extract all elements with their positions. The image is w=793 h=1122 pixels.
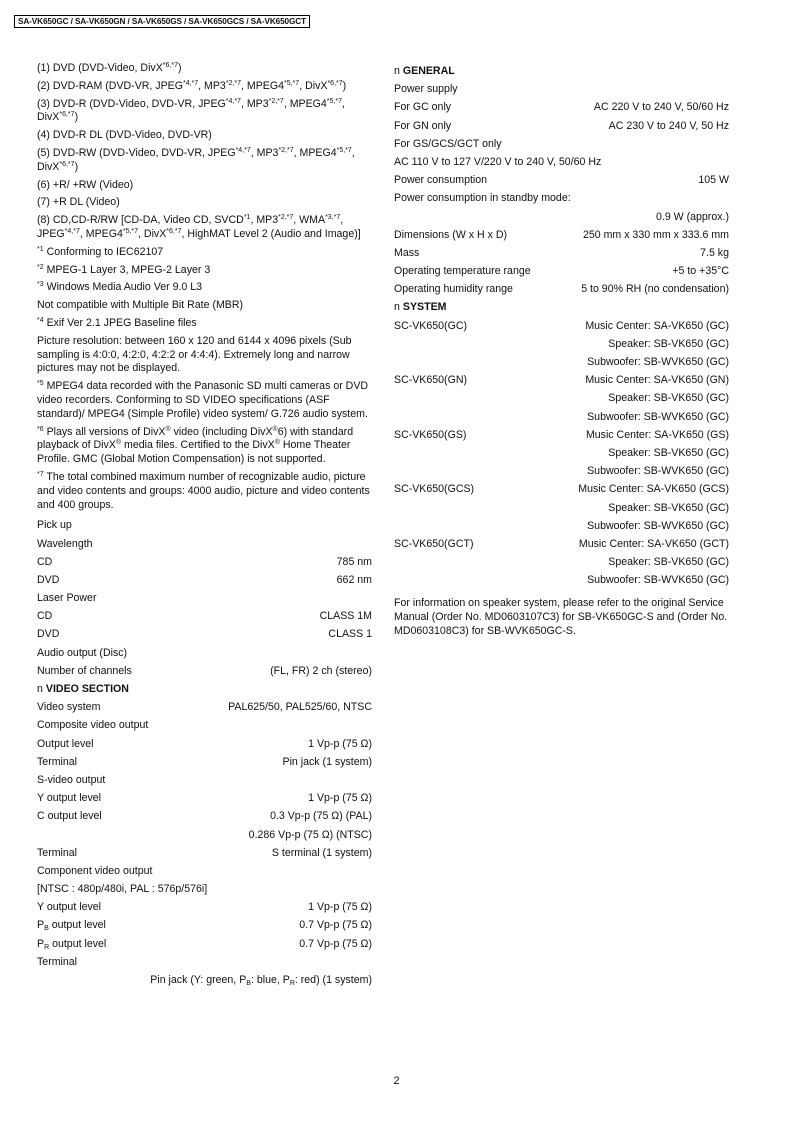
superscript: *4,*7 [235,146,251,154]
disc-text: , MP3 [250,214,279,227]
spec-label: DVD [37,628,60,641]
disc-text: , DivX [37,97,345,124]
system-row [394,480,729,498]
system-model: SC-VK650(GS) [394,428,467,441]
spec-row [394,226,729,244]
spec-row [394,244,729,262]
pb-output-row: $P_B$ output level 0.7 Vp-p (75 Ω) [37,919,372,933]
disc-text: , DivX [299,79,328,92]
spec-row [394,117,729,135]
spec-label: CD [37,555,53,568]
footnote-text: Exif Ver 2.1 JPEG Baseline files [43,316,197,329]
system-list [394,317,729,590]
footnote [37,335,372,376]
system-row [394,371,729,389]
footnote-divx [37,426,372,467]
footnote-text: Windows Media Audio Ver 9.0 L3 [43,281,203,294]
spec-row [37,516,372,534]
spec-row [394,189,729,207]
system-heading: n SYSTEM [394,301,447,314]
system-model: SC-VK650(GC) [394,319,467,332]
superscript: *2,*7 [278,146,294,154]
spec-row [394,171,729,189]
footnote [37,380,372,421]
footnote-marker: *5 [37,380,44,388]
superscript: *4,*7 [225,97,241,105]
footnote-text: 6) with standard playback of DivX [37,425,354,452]
subwoofer: Subwoofer: SB-WVK650 (GC) [587,356,729,368]
speaker: Speaker: SB-VK650 (GC) [608,556,729,569]
spec-label: [NTSC : 480p/480i, PAL : 576p/576i] [37,883,208,896]
spec-label: Composite video output [37,719,149,732]
spec-label: Terminal [37,846,78,859]
spec-label: For GC only [394,101,452,114]
spec-row [37,880,372,898]
footnote-text: Plays all versions of DivX [43,425,166,438]
spec-label: Number of channels [37,664,132,677]
spec-label: Pick up [37,519,72,532]
spec-label: Terminal [37,755,78,768]
music-center: Music Center: SA-VK650 (GC) [585,319,729,332]
spec-label: Audio output (Disc) [37,646,128,659]
disc-text: , HighMAT Level 2 (Audio and Image)] [181,227,361,240]
footnote-total [37,471,372,512]
footnote [37,246,372,260]
spec-row [37,826,372,844]
system-model: SC-VK650(GCS) [394,483,475,496]
disc-text: (5) DVD-RW (DVD-Video, DVD-VR, JPEG [37,146,236,159]
footnote-marker: *3 [37,281,44,289]
spec-value: +5 to +35°C [672,265,729,278]
spec-label: Y output level [37,792,102,805]
disc-item [37,196,372,210]
spec-value: 250 mm x 330 mm x 333.6 mm [582,228,729,241]
disc-text: , DivX [138,227,167,240]
disc-text: , MPEG4 [293,146,337,159]
disc-text: , WMA [293,214,326,227]
disc-text: (8) CD,CD-R/RW [CD-DA, Video CD, SVCD [37,214,244,227]
superscript: *6,*7 [59,111,75,119]
spec-row [37,644,372,662]
disc-text: , MPEG4 [241,79,284,92]
disc-text: (3) DVD-R (DVD-Video, DVD-VR, JPEG [37,97,226,110]
spec-label: For GN only [394,119,452,132]
disc-text: ) [74,160,79,173]
superscript: *3,*7 [325,214,341,222]
superscript: *4,*7 [64,227,80,235]
spec-row [37,571,372,589]
subwoofer: Subwoofer: SB-WVK650 (GC) [587,465,729,478]
disc-item [37,147,372,175]
disc-text: , DivX [37,146,355,173]
spec-label: Mass [394,246,420,259]
disc-text: , JPEG [37,214,344,240]
disc-text: (1) DVD (DVD-Video, DivX [37,62,163,74]
superscript: ® [115,439,122,447]
system-model: SC-VK650(GCT) [394,537,474,550]
spec-row [37,807,372,825]
speaker-info: For information on speaker system, please refer to the original Service Manual (Order No. MD0603107C3) for SB-VK650GC-S and (Order No. MD0603108C3) for SB-WVK650GC-S. [394,597,728,638]
footnote-marker: *4 [37,316,44,324]
spec-row [37,898,372,916]
standby-value: 0.9 W (approx.) [655,210,729,223]
system-row [394,535,729,553]
superscript: *2,*7 [268,97,284,105]
spec-value: 0.3 Vp-p (75 Ω) (PAL) [270,810,372,823]
disc-item [37,179,372,193]
spec-row [394,262,729,280]
spec-row [37,844,372,862]
spec-label: Power consumption in standby mode: [394,192,571,205]
system-row [394,426,729,444]
superscript: *1 [243,214,251,222]
spec-value: 1 Vp-p (75 Ω) [308,737,372,750]
speaker: Speaker: SB-VK650 (GC) [608,392,729,405]
system-model: SC-VK650(GN) [394,374,467,387]
spec-row [394,135,729,153]
disc-item [37,80,372,94]
subwoofer: Subwoofer: SB-WVK650 (GC) [587,410,729,423]
spec-label: Y output level [37,901,102,914]
superscript: *2,*7 [225,79,242,87]
spec-label: Dimensions (W x H x D) [394,228,508,241]
disc-text: (2) DVD-RAM (DVD-VR, JPEG [37,79,183,92]
disc-text: , MPEG4 [283,97,327,110]
superscript: *6,*7 [166,227,182,235]
subwoofer: Subwoofer: SB-WVK650 (GC) [587,519,729,532]
disc-text: ) [74,111,79,124]
spec-label: AC 110 V to 127 V/220 V to 240 V, 50/60 Hz [394,155,602,168]
spec-value: CLASS 1M [319,610,372,623]
footnote-marker: *1 [37,245,44,253]
disc-text: , MP3 [250,146,279,159]
spec-value: 0.286 Vp-p (75 Ω) (NTSC) [248,828,372,841]
superscript: *5,*7 [336,146,352,154]
superscript: ® [272,425,278,433]
footnote-text: Conforming to IEC62107 [43,245,164,258]
disc-item [37,98,372,126]
superscript: ® [274,439,280,447]
spec-row [37,607,372,625]
speaker: Speaker: SB-VK650 (GC) [608,501,729,514]
music-center: Music Center: SA-VK650 (GCT) [578,537,729,550]
spec-row [37,735,372,753]
spec-row [37,698,372,716]
spec-row [394,153,729,171]
pin-jack-value: Pin jack (Y: green, $P_B$: blue, $P_R$: red) (1 system) [150,974,372,987]
spec-value: CLASS 1 [328,628,372,641]
general-specs [394,80,729,207]
disc-text: ) [342,79,347,92]
spec-row [37,716,372,734]
terminal-label: Terminal [37,955,78,968]
spec-label: For GS/GCS/GCT only [394,137,502,150]
footnote-text: media files. Certified to the DivX [121,439,275,452]
superscript: *5,*7 [284,79,300,87]
spec-value: 105 W [698,174,729,187]
superscript: *6,*7 [59,160,75,168]
footnote-text: video (including DivX [170,425,273,438]
spec-row [37,789,372,807]
footnote [37,281,372,295]
spec-row [37,553,372,571]
spec-value: 7.5 kg [700,246,729,259]
spec-value: 662 nm [336,573,372,586]
document-header: SA-VK650GC / SA-VK650GN / SA-VK650GS / SA-VK650GCS / SA-VK650GCT [14,15,310,28]
video-section-heading: n VIDEO SECTION [37,683,129,695]
right-column [394,62,729,639]
disc-list [37,62,372,242]
disc-text: , MPEG4 [79,227,123,240]
disc-text: , MP3 [240,97,269,110]
spec-row [37,771,372,789]
pickup-specs [37,516,372,680]
footnote-text: The total combined maximum number of recognizable audio, picture and video contents and groups: 4000 audio, picture and video contents and 400 groups. [37,470,370,511]
footnote-text: Not compatible with Multiple Bit Rate (MBR) [37,299,244,312]
spec-label: Power consumption [394,174,488,187]
music-center: Music Center: SA-VK650 (GN) [585,374,729,387]
footnote [37,264,372,278]
spec-value: 785 nm [336,555,372,568]
disc-text: ) [177,62,182,74]
disc-text: (4) DVD-R DL (DVD-Video, DVD-VR) [37,129,212,142]
superscript: *5,*7 [122,227,139,235]
disc-item [37,62,372,76]
spec-label: C output level [37,810,102,823]
spec-value: 5 to 90% RH (no condensation) [581,283,729,296]
spec-row [37,862,372,880]
footnote-text: Home Theater Profile. GMC (Global Motion Compensation) is not supported. [37,439,351,466]
pr-output-row: $P_R$ output level 0.7 Vp-p (75 Ω) [37,937,372,951]
disc-text: , MP3 [198,79,226,92]
footnote [37,317,372,331]
footnote-marker: *7 [37,470,44,478]
footnote [37,299,372,313]
spec-value: AC 220 V to 240 V, 50/60 Hz [593,101,729,114]
spec-label: Laser Power [37,592,97,605]
spec-label: Output level [37,737,94,750]
spec-label: Operating humidity range [394,283,513,296]
disc-item [37,129,372,143]
spec-value: PAL625/50, PAL525/60, NTSC [228,701,372,714]
spec-value: Pin jack (1 system) [282,755,372,768]
superscript: *5,*7 [326,97,342,105]
system-row [394,317,729,335]
spec-value: AC 230 V to 240 V, 50 Hz [608,119,729,132]
page-number: 2 [393,1075,400,1087]
superscript: *6 [37,425,44,433]
spec-row [37,535,372,553]
footnote-text: MPEG-1 Layer 3, MPEG-2 Layer 3 [43,263,211,276]
spec-row [394,80,729,98]
spec-value: S terminal (1 system) [271,846,372,859]
superscript: *4,*7 [182,79,199,87]
superscript: *6,*7 [162,62,178,69]
spec-value: (FL, FR) 2 ch (stereo) [270,664,372,677]
spec-label: Component video output [37,864,153,877]
disc-item [37,214,372,242]
spec-label: Operating temperature range [394,265,531,278]
superscript: ® [165,425,171,433]
general-heading: n GENERAL [394,65,455,77]
spec-value: 1 Vp-p (75 Ω) [308,901,372,914]
spec-row [37,625,372,643]
speaker: Speaker: SB-VK650 (GC) [608,446,729,459]
general-specs-2 [394,226,729,299]
spec-row [394,280,729,298]
music-center: Music Center: SA-VK650 (GS) [585,428,729,441]
spec-label: Video system [37,701,101,714]
left-column [37,62,372,989]
spec-row [37,753,372,771]
superscript: *2,*7 [278,214,294,222]
footnotes [37,246,372,513]
disc-text: (6) +R/ +RW (Video) [37,178,134,191]
spec-value: 1 Vp-p (75 Ω) [308,792,372,805]
spec-row [37,589,372,607]
footnote-text: MPEG4 data recorded with the Panasonic SD multi cameras or DVD video recorders. Conforming to SD VIDEO specifications (ASF standard)/ MPEG4 (Simple Profile) video system/ G.726 audio system. [37,380,369,420]
spec-row [394,98,729,116]
speaker: Speaker: SB-VK650 (GC) [608,337,729,350]
spec-row [37,662,372,680]
spec-label: Wavelength [37,537,93,550]
spec-label: Power supply [394,83,458,96]
spec-label: DVD [37,573,60,586]
video-specs [37,698,372,916]
subwoofer: Subwoofer: SB-WVK650 (GC) [587,574,729,587]
disc-text: (7) +R DL (Video) [37,196,120,209]
music-center: Music Center: SA-VK650 (GCS) [578,483,729,496]
spec-label: S-video output [37,773,106,786]
footnote-marker: *2 [37,263,44,271]
spec-label: CD [37,610,53,623]
footnote-text: Picture resolution: between 160 x 120 and 6144 x 4096 pixels (Sub sampling is 4:0:0, 4:2:0, 4:2:2 or 4:4:4). Extremely long and narrow pictures may not be displayed. [37,334,352,375]
superscript: *6,*7 [327,79,343,87]
